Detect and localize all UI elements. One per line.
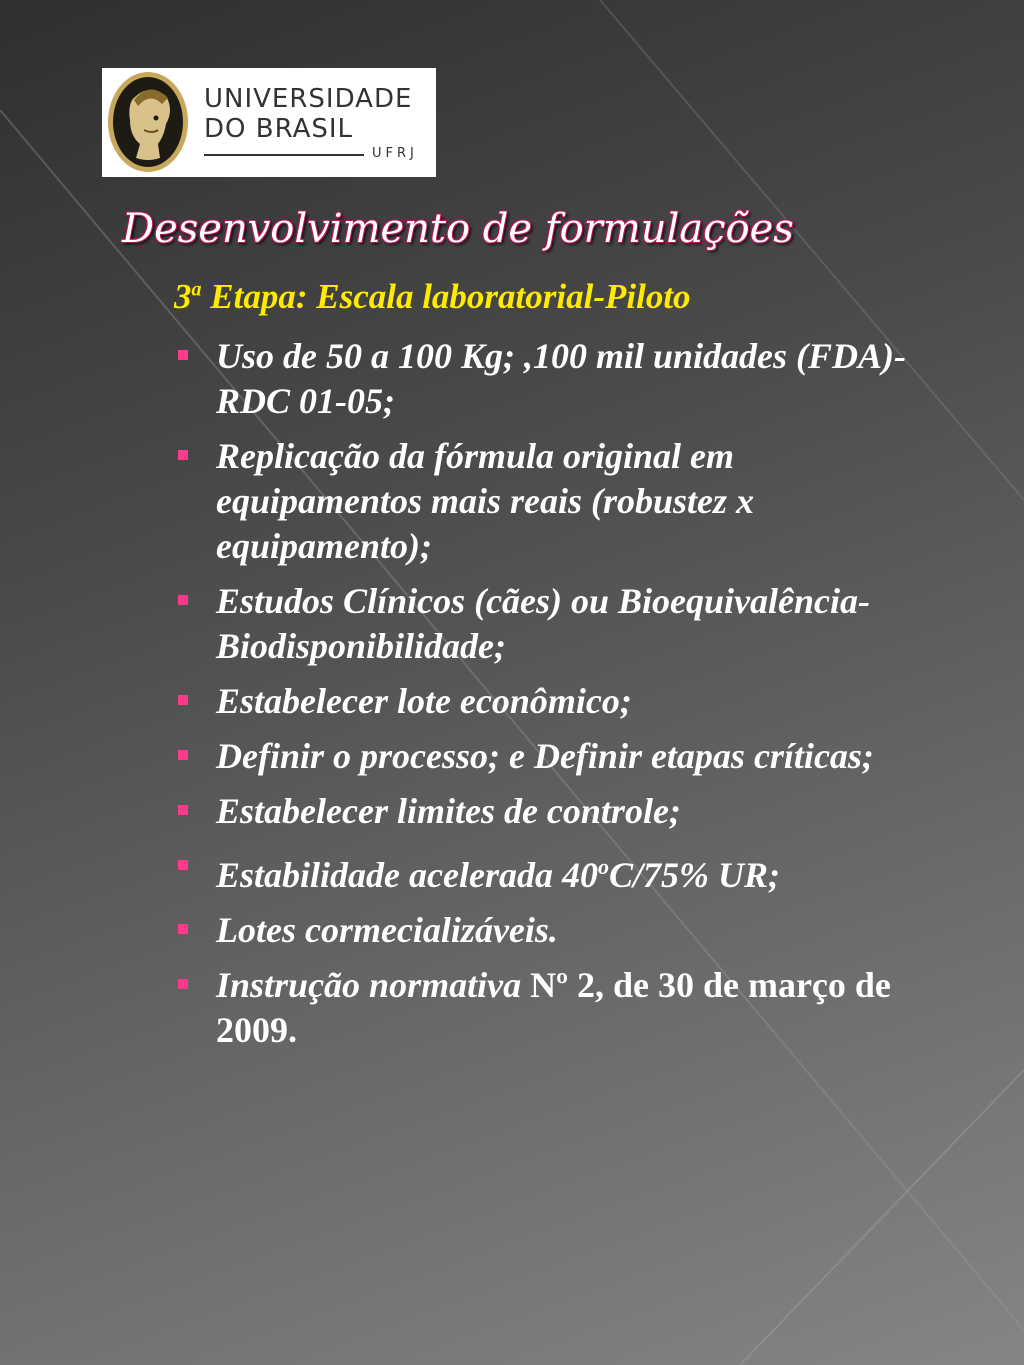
list-item xyxy=(176,789,916,834)
list-item xyxy=(176,679,916,724)
bullet-square-icon xyxy=(178,924,188,934)
subtitle-ordinal: a xyxy=(191,278,202,301)
subtitle-text: Etapa: Escala laboratorial-Piloto xyxy=(201,277,691,316)
bullet-list xyxy=(176,334,916,1063)
list-item-text: Estudos Clínicos (cães) ou Bioequivalência-Biodisponibilidade; xyxy=(216,581,871,666)
bullet-square-icon xyxy=(178,805,188,815)
logo-university-name: UNIVERSIDADE xyxy=(204,84,413,114)
subtitle-number: 3 xyxy=(174,277,192,316)
slide-subtitle xyxy=(174,277,691,317)
bullet-square-icon xyxy=(178,979,188,989)
list-item xyxy=(176,844,916,898)
minerva-head-icon xyxy=(106,70,190,174)
list-item-text: Instrução normativa xyxy=(216,965,531,1005)
list-item xyxy=(176,434,916,569)
bullet-square-icon xyxy=(178,860,188,870)
bullet-square-icon xyxy=(178,595,188,605)
list-item-text: C/75% UR; xyxy=(608,855,780,895)
list-item xyxy=(176,334,916,424)
list-item-text: Lotes cormecializáveis. xyxy=(216,910,558,950)
list-item xyxy=(176,908,916,953)
university-logo xyxy=(102,68,436,177)
list-item-text: Estabelecer lote econômico; xyxy=(216,681,632,721)
logo-abbreviation: UFRJ xyxy=(372,146,418,161)
list-item-text: Definir o processo; e Definir etapas críticas; xyxy=(216,736,874,776)
bullet-square-icon xyxy=(178,695,188,705)
bullet-square-icon xyxy=(178,450,188,460)
list-item xyxy=(176,579,916,669)
logo-divider xyxy=(204,154,364,156)
list-item-text: Estabelecer limites de controle; xyxy=(216,791,681,831)
degree-superscript: o xyxy=(597,854,609,879)
slide-title: Desenvolvimento de formulações xyxy=(122,206,794,252)
list-item xyxy=(176,963,916,1053)
list-item xyxy=(176,734,916,779)
bullet-square-icon xyxy=(178,750,188,760)
list-item-text: Uso de 50 a 100 Kg; ,100 mil unidades (FDA)-RDC 01-05; xyxy=(216,336,907,421)
list-item-text: Estabilidade acelerada 40 xyxy=(216,855,598,895)
logo-country-name: DO BRASIL xyxy=(204,114,354,144)
list-item-text: Replicação da fórmula original em equipamentos mais reais (robustez x equipamento); xyxy=(216,436,755,566)
bullet-square-icon xyxy=(178,350,188,360)
list-item-reference: Nº 2, de 30 de março de 2009. xyxy=(216,965,891,1050)
